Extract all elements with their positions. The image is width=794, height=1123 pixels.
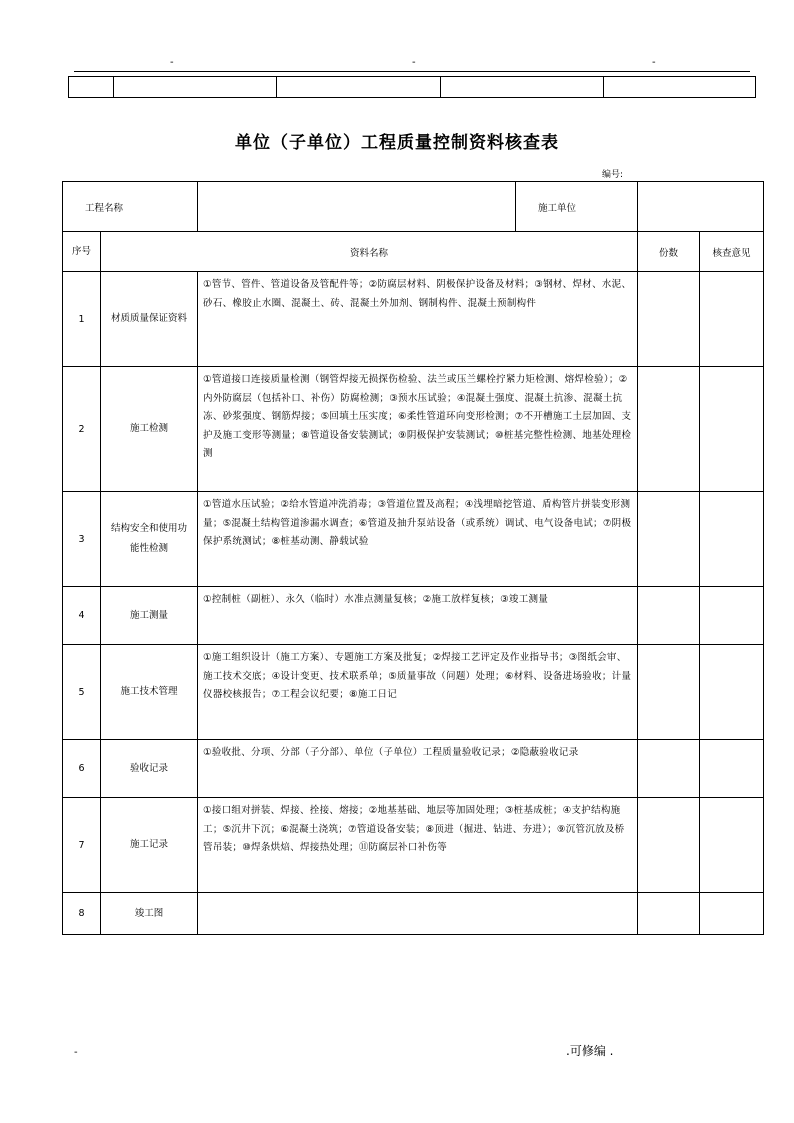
- row-count-cell[interactable]: [638, 587, 700, 645]
- row-opinion-cell[interactable]: [700, 645, 764, 740]
- row-content: ①控制桩（副桩）、永久（临时）水准点测量复核；②施工放样复核；③竣工测量: [198, 587, 638, 645]
- row-category: 材质质量保证资料: [101, 272, 198, 367]
- header-strip-cell: [604, 77, 756, 98]
- header-dash-left: -: [170, 57, 174, 68]
- table-row: [63, 893, 764, 935]
- header-strip-cell: [277, 77, 441, 98]
- row-number: 4: [63, 587, 101, 645]
- row-count-cell[interactable]: [638, 492, 700, 587]
- serial-number-label: 编号:: [602, 170, 624, 180]
- row-content: ①施工组织设计（施工方案）、专题施工方案及批复；②焊接工艺评定及作业指导书；③图纸会审、施工技术交底；④设计变更、技术联系单；⑤质量事故（问题）处理；⑥材料、设备进场验收；计量仪器校核报告；⑦工程会议纪要；⑧施工日记: [198, 645, 638, 740]
- header-dash-right: -: [652, 57, 656, 68]
- document-title: 单位（子单位）工程质量控制资料核查表: [235, 133, 559, 153]
- row-opinion-cell[interactable]: [700, 740, 764, 798]
- row-content: ①管道水压试验；②给水管道冲洗消毒；③管道位置及高程；④浅埋暗挖管道、盾构管片拼装变形测量；⑤混凝土结构管道渗漏水调查；⑥管道及抽升泵站设备（或系统）调试、电气设备电试；⑦阴极保护系统测试；⑧桩基动测、静载试验: [198, 492, 638, 587]
- header-strip-cell: [441, 77, 604, 98]
- column-header-opinion: 核查意见: [700, 232, 764, 272]
- row-category: 验收记录: [101, 740, 198, 798]
- project-name-field[interactable]: [198, 182, 516, 232]
- row-count-cell[interactable]: [638, 798, 700, 893]
- footer-dash: -: [74, 1047, 78, 1058]
- row-category: 施工记录: [101, 798, 198, 893]
- row-opinion-cell[interactable]: [700, 587, 764, 645]
- row-number: 5: [63, 645, 101, 740]
- table-row: [63, 272, 764, 367]
- footer-note: .可修编 .: [566, 1044, 614, 1058]
- table-row: [63, 587, 764, 645]
- row-opinion-cell[interactable]: [700, 893, 764, 935]
- row-category: 施工技术管理: [101, 645, 198, 740]
- header-strip-table: [68, 76, 756, 98]
- column-header-seq: 序号: [63, 232, 101, 272]
- construction-unit-label: 施工单位: [516, 182, 638, 232]
- row-number: 7: [63, 798, 101, 893]
- table-row: [63, 367, 764, 492]
- row-number: 3: [63, 492, 101, 587]
- row-number: 1: [63, 272, 101, 367]
- row-count-cell[interactable]: [638, 893, 700, 935]
- table-row: [63, 798, 764, 893]
- header-rule: [74, 71, 750, 72]
- row-number: 6: [63, 740, 101, 798]
- row-number: 8: [63, 893, 101, 935]
- construction-unit-field[interactable]: [638, 182, 764, 232]
- row-content: ①接口组对拼装、焊接、拴接、熔接；②地基基础、地层等加固处理；③桩基成桩；④支护结构施工；⑤沉井下沉；⑥混凝土浇筑；⑦管道设备安装；⑧顶进（掘进、钻进、夯进）；⑨沉管沉放及桥管吊装；⑩焊条烘焙、焊接热处理；⑪防腐层补口补伤等: [198, 798, 638, 893]
- row-category: 竣工图: [101, 893, 198, 935]
- row-opinion-cell[interactable]: [700, 272, 764, 367]
- row-number: 2: [63, 367, 101, 492]
- row-opinion-cell[interactable]: [700, 798, 764, 893]
- header-strip-cell: [114, 77, 277, 98]
- column-header-count: 份数: [638, 232, 700, 272]
- table-row: [63, 492, 764, 587]
- table-row: [63, 645, 764, 740]
- row-count-cell[interactable]: [638, 367, 700, 492]
- quality-control-table: [62, 181, 764, 935]
- row-category: 施工测量: [101, 587, 198, 645]
- row-content: ①管道接口连接质量检测（钢管焊接无损探伤检验、法兰或压兰螺栓拧紧力矩检测、熔焊检验）；②内外防腐层（包括补口、补伤）防腐检测；③预水压试验；④混凝土强度、混凝土抗渗、混凝土抗冻、砂浆强度、钢筋焊接；⑤回填土压实度；⑥柔性管道环向变形检测；⑦不开槽施工土层加固、支护及施工变形等测量；⑧管道设备安装测试；⑨阴极保护安装测试；⑩桩基完整性检测、地基处理检测: [198, 367, 638, 492]
- row-opinion-cell[interactable]: [700, 367, 764, 492]
- row-count-cell[interactable]: [638, 740, 700, 798]
- header-dash-center: -: [412, 57, 416, 68]
- row-content: ①验收批、分项、分部（子分部）、单位（子单位）工程质量验收记录；②隐蔽验收记录: [198, 740, 638, 798]
- column-header-name: 资料名称: [101, 232, 638, 272]
- project-name-label: 工程名称: [63, 182, 198, 232]
- header-strip-cell: [69, 77, 114, 98]
- row-category: 施工检测: [101, 367, 198, 492]
- row-count-cell[interactable]: [638, 645, 700, 740]
- table-row: [63, 740, 764, 798]
- row-count-cell[interactable]: [638, 272, 700, 367]
- row-content: [198, 893, 638, 935]
- row-content: ①管节、管件、管道设备及管配件等；②防腐层材料、阴极保护设备及材料；③钢材、焊材、水泥、砂石、橡胶止水圈、混凝土、砖、混凝土外加剂、钢制构件、混凝土预制构件: [198, 272, 638, 367]
- row-opinion-cell[interactable]: [700, 492, 764, 587]
- row-category: 结构安全和使用功能性检测: [101, 492, 198, 587]
